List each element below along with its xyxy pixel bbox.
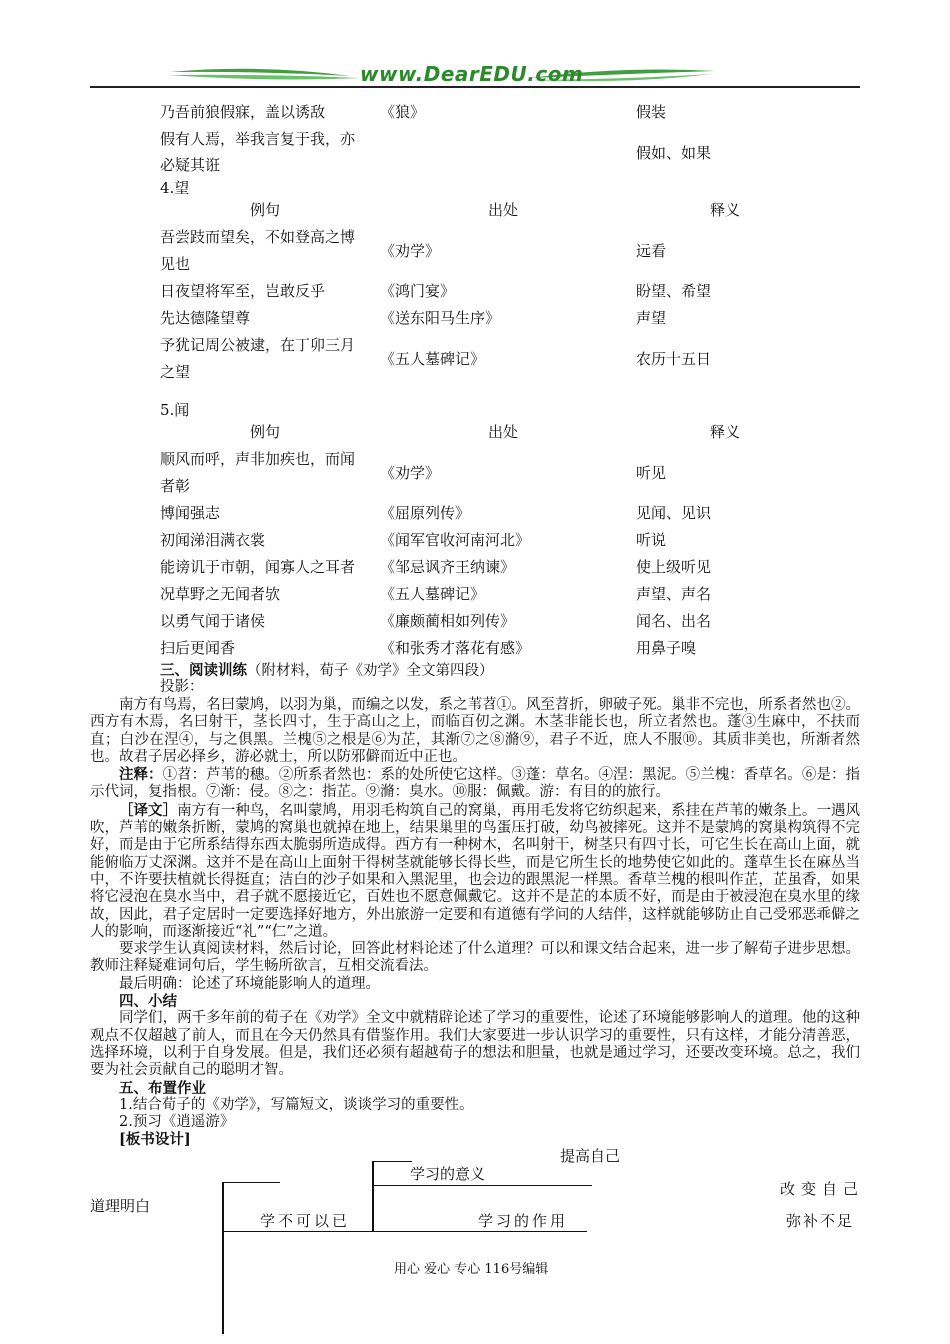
example-cell: 见也: [160, 255, 191, 273]
board-node-tigao: 提高自己: [560, 1147, 621, 1165]
summary-text: 同学们，两千多年前的荀子在《劝学》全文中就精辟论述了学习的重要性，论述了环境能够影响人的道理。他的这种观点不仅超越了前人，而且在今天仍然具有借鉴作用。我们大家要进一步认识学习的重要性，只有这样，才能分清善恶，选择环境，以利于自身发展。但是，我们还必须有超越荀子的想法和胆量，也就是通过学习，还要改变环境。总之，我们要为社会贡献自己的聪明才智。: [90, 1010, 860, 1079]
example-cell: 以勇气闻于诸侯: [160, 612, 266, 630]
bracket-line: [372, 1161, 412, 1162]
source-cell: 《五人墓碑记》: [380, 350, 486, 368]
board-heading: [板书设计]: [119, 1131, 191, 1149]
source-cell: 《和张秀才落花有感》: [380, 639, 531, 657]
notes: [90, 766, 860, 802]
column-header-source: 出处: [488, 201, 519, 219]
meaning-cell: 假装: [636, 103, 667, 121]
bracket-line: [222, 1231, 357, 1232]
bracket-line: [372, 1161, 374, 1231]
passage: 南方有鸟焉，名曰蒙鸠，以羽为巢，而编之以发，系之苇苕①。风至苕折，卵破子死。巢非不完也，所系者然也②。西方有木焉，名曰射干，茎长四寸，生于高山之上，而临百仞之渊。木茎非能长也，所立者然也。蓬③生麻中，不扶而直；白沙在涅④，与之俱黑。兰槐⑤之根是⑥为芷，其渐⑦之⑧滫⑨，君子不近，庶人不服⑩。其质非美也，所渐者然也。故君子居必择乡，游必就士，所以防邪僻而近中正也。: [90, 697, 860, 765]
page-footer: 用心 爱心 专心 116号编辑: [394, 1262, 549, 1277]
column-header-source: 出处: [488, 423, 519, 441]
example-cell: 初闻涕泪满衣裳: [160, 531, 266, 549]
example-cell: 必疑其诳: [160, 156, 221, 174]
meaning-cell: 听见: [636, 464, 667, 482]
section-heading: 四、小结: [119, 993, 177, 1011]
column-header-example: 例句: [250, 201, 281, 219]
example-cell: 先达德隆望尊: [160, 309, 251, 327]
meaning-cell: 使上级听见: [636, 558, 712, 576]
section-heading: [160, 662, 494, 681]
example-cell: 之望: [160, 363, 191, 381]
column-header-meaning: 释义: [710, 201, 741, 219]
notes-text: ①苕：芦苇的穗。②所系者然也：系的处所使它这样。③蓬：草名。④涅：黑泥。⑤兰槐：香草名。⑥是：指示代词，复指根。⑦渐：侵。⑧之：指芷。⑨滫：臭水。⑩服：佩戴。游：有目的的旅行。: [90, 767, 860, 801]
source-cell: 《屈原列传》: [380, 504, 471, 522]
source-cell: 《五人墓碑记》: [380, 585, 486, 603]
translation-text: 南方有一种鸟，名叫蒙鸠，用羽毛构筑自己的窝巢，再用毛发将它纺织起来，系挂在芦苇的嫩条上。一遇风吹，芦苇的嫩条折断，蒙鸠的窝巢也就掉在地上，结果巢里的鸟蛋压打破，幼鸟被摔死。这并不是蒙鸠的窝巢构筑得不完好，而是由于它所系结得东西太脆弱所造成得。西方有一种树木，名叫射干，树茎只有四寸长，可它生长在高山上面，就能俯临万丈深渊。这并不是在高山上面射干得树茎就能够长得长些，而是它所生长的地势使它如此的。蓬草生长在麻丛当中，不许要扶植就长得挺直；洁白的沙子如果和入黑泥里，也会边的跟黑泥一样黑。香草兰槐的根叫作芷，芷虽香，如果将它浸泡在臭水当中，君子就不愿接近它，百姓也不愿意佩戴它。这并不是芷的本质不好，而是由于被浸泡在臭水里的缘故，因此，君子定居时一定要选择好地方，外出旅游一定要和有道德有学问的人结伴，这样就能够防止自己受邪恶乖僻之人的影响，而逐渐接近“礼”“仁”之道。: [90, 802, 861, 940]
section-title: 5.闻: [160, 401, 190, 419]
example-cell: 者彰: [160, 477, 191, 495]
meaning-cell: 用鼻子嗅: [636, 639, 697, 657]
example-cell: 顺风而呼，声非加疾也，而闻: [160, 450, 356, 468]
conclusion-text: 最后明确：论述了环境能影响人的道理。: [119, 975, 380, 992]
homework-item: 1.结合荀子的《劝学》，写篇短文，谈谈学习的重要性。: [119, 1096, 474, 1113]
requirement-text: 要求学生认真阅读材料，然后讨论，回答此材料论述了什么道理？可以和课文结合起来，进一步了解荀子进步思想。教师注释疑难词句后，学生畅所欲言，互相交流看法。: [90, 941, 860, 975]
bracket-line: [372, 1185, 592, 1186]
section-heading: 五、布置作业: [119, 1079, 206, 1097]
projection-label: 投影：: [160, 679, 204, 695]
board-node-zuoyong: 学习的作用: [478, 1212, 569, 1230]
source-cell: 《送东阳马生序》: [380, 309, 501, 327]
board-node-daoli: 道理明白: [90, 1197, 151, 1215]
column-header-meaning: 释义: [710, 423, 741, 441]
meaning-cell: 声望、声名: [636, 585, 712, 603]
notes-label: 注释：: [119, 766, 163, 784]
meaning-cell: 假如、如果: [636, 144, 712, 162]
section-title: 4.望: [160, 179, 190, 197]
meaning-cell: 见闻、见识: [636, 504, 712, 522]
translation-label: ［译文］: [119, 801, 178, 819]
example-cell: 吾尝跂而望矣，不如登高之博: [160, 228, 356, 246]
header-rule: [90, 86, 860, 88]
source-cell: 《邹忌讽齐王纳谏》: [380, 558, 516, 576]
example-cell: 乃吾前狼假寐，盖以诱敌: [160, 103, 326, 121]
translation: [90, 802, 860, 941]
column-header-example: 例句: [250, 423, 281, 441]
source-cell: 《闻军官收河南河北》: [380, 531, 531, 549]
bracket-line: [357, 1231, 587, 1232]
site-name: www.DearEDU.com: [360, 62, 584, 86]
example-cell: 假有人焉，举我言复于我，亦: [160, 130, 356, 148]
meaning-cell: 声望: [636, 309, 667, 327]
source-cell: 《劝学》: [380, 242, 441, 260]
source-cell: 《劝学》: [380, 464, 441, 482]
section-heading-note: （附材料，荀子《劝学》全文第四段）: [247, 663, 494, 679]
board-node-gaibian: 改变自己: [780, 1180, 865, 1198]
board-node-mibu: 弥补不足: [786, 1212, 855, 1230]
source-cell: 《廉颇蔺相如列传》: [380, 612, 516, 630]
example-cell: 予犹记周公被逮，在丁卯三月: [160, 336, 356, 354]
bracket-line: [222, 1182, 280, 1183]
meaning-cell: 远看: [636, 242, 667, 260]
example-cell: 况草野之无闻者欤: [160, 585, 281, 603]
site-logo: [160, 62, 720, 88]
example-cell: 博闻强志: [160, 504, 221, 522]
passage-text: [90, 697, 860, 1149]
meaning-cell: 闻名、出名: [636, 612, 712, 630]
meaning-cell: 听说: [636, 531, 667, 549]
section-heading-title: 三、阅读训练: [160, 662, 247, 679]
board-node-buke: 学不可以已: [260, 1212, 351, 1230]
homework-item: 2.预习《逍遥游》: [119, 1114, 235, 1131]
meaning-cell: 农历十五日: [636, 350, 712, 368]
example-cell: 能谤讥于市朝，闻寡人之耳者: [160, 558, 356, 576]
example-cell: 扫后更闻香: [160, 639, 236, 657]
board-node-yiyi: 学习的意义: [410, 1165, 486, 1183]
source-cell: 《狼》: [380, 103, 426, 121]
bracket-line: [222, 1182, 224, 1334]
meaning-cell: 盼望、希望: [636, 282, 712, 300]
example-cell: 日夜望将军至，岂敢反乎: [160, 282, 326, 300]
source-cell: 《鸿门宴》: [380, 282, 456, 300]
